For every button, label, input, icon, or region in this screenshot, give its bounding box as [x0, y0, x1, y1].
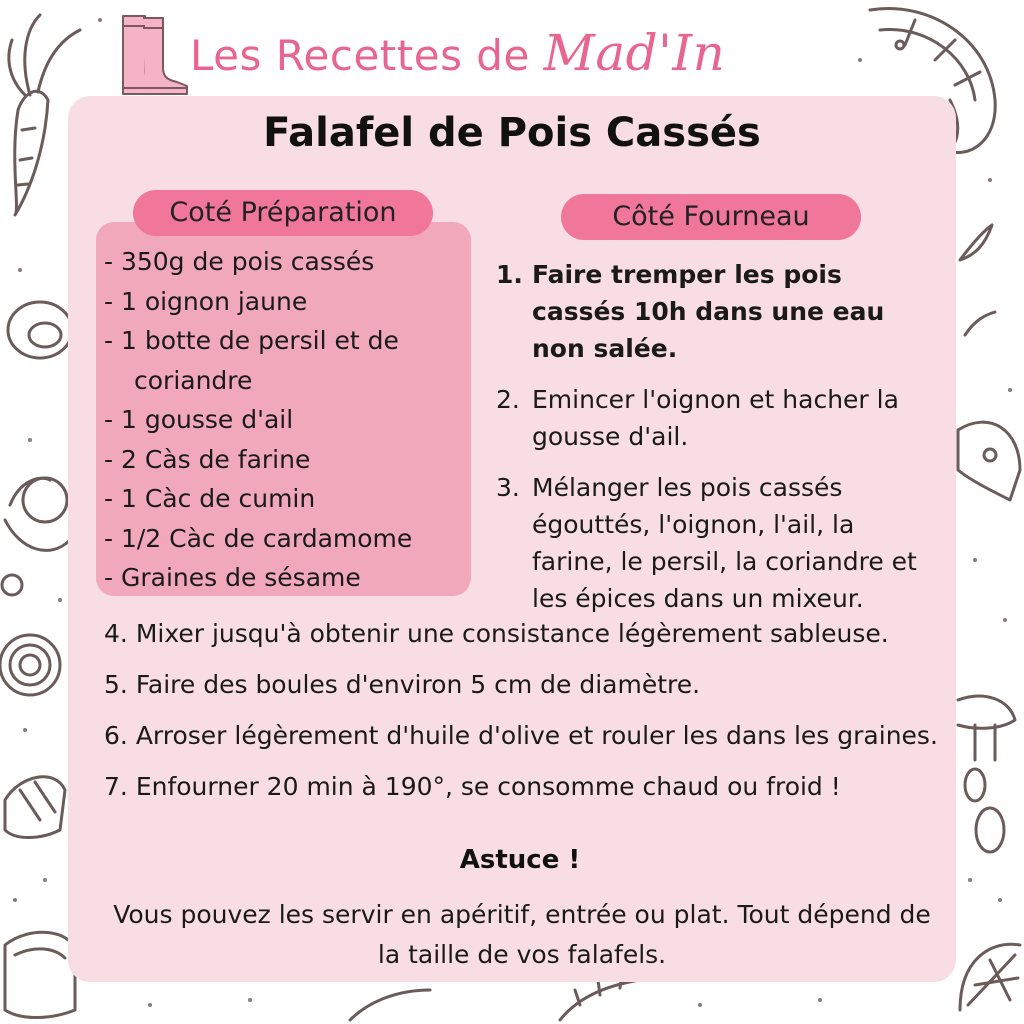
step-number: 5.: [104, 670, 128, 699]
egg-icon: [8, 302, 72, 358]
step-item: [104, 612, 934, 663]
cooking-steps-bottom: [104, 612, 938, 816]
brand-title: [190, 24, 725, 82]
step-number: 1.: [496, 260, 523, 289]
beans-icon: [965, 769, 1004, 852]
ingredient-item: - 2 Càs de farine: [104, 444, 311, 474]
step-item: [104, 714, 938, 765]
onion-icon: [0, 575, 60, 695]
tip-text: Vous pouvez les servir en apéritif, entrée ou plat. Tout dépend de la taille de vos falafels.: [113, 900, 931, 969]
step-text: Emincer l'oignon et hacher la gousse d'ail.: [532, 385, 899, 451]
plate-icon: [5, 478, 70, 550]
brand-title-start: Les Recettes de: [190, 31, 544, 80]
step-text: Faire des boules d'environ 5 cm de diamètre.: [135, 670, 701, 699]
tip-title: Astuce !: [459, 845, 581, 875]
step-text: Mélanger les pois cassés égouttés, l'oignon, l'ail, la farine, le persil, la coriandre et les épices dans un mixeur.: [532, 473, 917, 613]
ingredient-item: - 1/2 Càc de cardamome: [104, 523, 413, 553]
ingredients-list: [104, 242, 474, 598]
ingredient-item: - 1 gousse d'ail: [104, 405, 294, 434]
bread-icon: [5, 932, 75, 1017]
ingredient-item: - Graines de sésame: [104, 563, 361, 592]
step-item: [496, 256, 936, 367]
step-number: 7.: [104, 772, 128, 801]
step-number: 3.: [496, 473, 520, 502]
ingredient-item: - 350g de pois cassés: [104, 247, 375, 276]
leaf-icon: [960, 225, 995, 335]
cheese-icon: [958, 422, 1020, 500]
preparation-heading: Coté Préparation: [133, 190, 433, 236]
step-item: [104, 663, 934, 714]
lemon-icon: [960, 944, 1020, 1010]
recipe-title: Falafel de Pois Cassés: [263, 110, 761, 156]
ingredient-item: - 1 Càc de cumin: [104, 484, 316, 513]
ingredient-item: - 1 oignon jaune: [104, 286, 308, 316]
step-text: Mixer jusqu'à obtenir une consistance légèrement sableuse.: [135, 619, 889, 648]
brand-title-script: Mad'In: [543, 24, 726, 82]
step-text: Faire tremper les pois cassés 10h dans une eau non salée.: [532, 260, 885, 363]
mushroom-icon: [958, 696, 1015, 760]
ingredient-item: coriandre: [134, 365, 253, 395]
brand-header: [0, 6, 1024, 96]
step-item: [496, 469, 936, 617]
boots-icon: [105, 8, 195, 98]
step-text: Enfourner 20 min à 190°, se consomme chaud ou froid !: [135, 772, 841, 801]
step-item: [104, 765, 934, 816]
step-text: Arroser légèrement d'huile d'olive et rouler les dans les graines.: [135, 721, 938, 750]
step-item: [496, 381, 936, 455]
fish-icon: [5, 777, 65, 838]
step-number: 6.: [104, 721, 128, 750]
ingredient-item: - 1 botte de persil et de: [104, 326, 399, 355]
cooking-steps-top: [496, 256, 936, 631]
step-number: 4.: [104, 619, 128, 648]
step-number: 2.: [496, 385, 520, 414]
cooking-heading: Côté Fourneau: [561, 194, 861, 240]
